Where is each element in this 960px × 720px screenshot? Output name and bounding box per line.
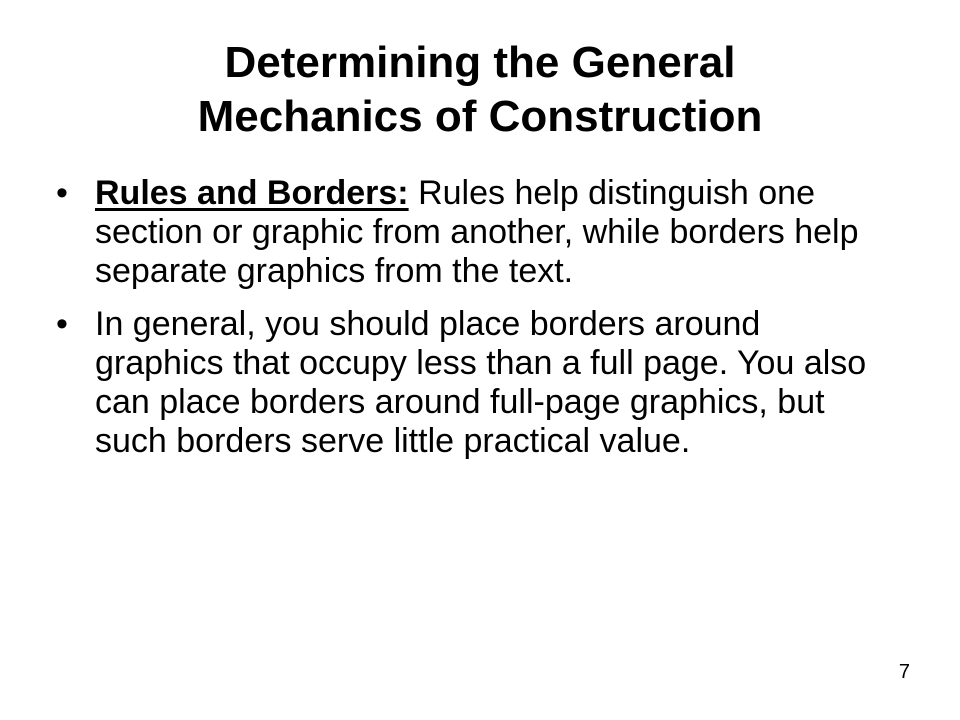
page-number: 7 bbox=[898, 661, 910, 683]
bullet-item-general bbox=[56, 305, 876, 461]
bullet-item-rules-borders bbox=[56, 174, 876, 291]
title-line-1: Determining the General bbox=[224, 38, 736, 87]
bullet-icon: • bbox=[56, 305, 68, 343]
bullet-text: In general, you should place borders around graphics that occupy less than a full page. You also can place borders around full-page graphics, but such borders serve little practical value. bbox=[95, 305, 867, 460]
title-line-2: Mechanics of Construction bbox=[197, 92, 763, 141]
bullet-icon: • bbox=[56, 174, 68, 212]
slide-title bbox=[60, 36, 900, 144]
bullet-term: Rules and Borders: bbox=[95, 174, 409, 212]
bullet-list bbox=[56, 174, 876, 475]
bullet-text: Rules help distinguish one section or graphic from another, while borders help separate graphics from the text. bbox=[95, 174, 859, 290]
